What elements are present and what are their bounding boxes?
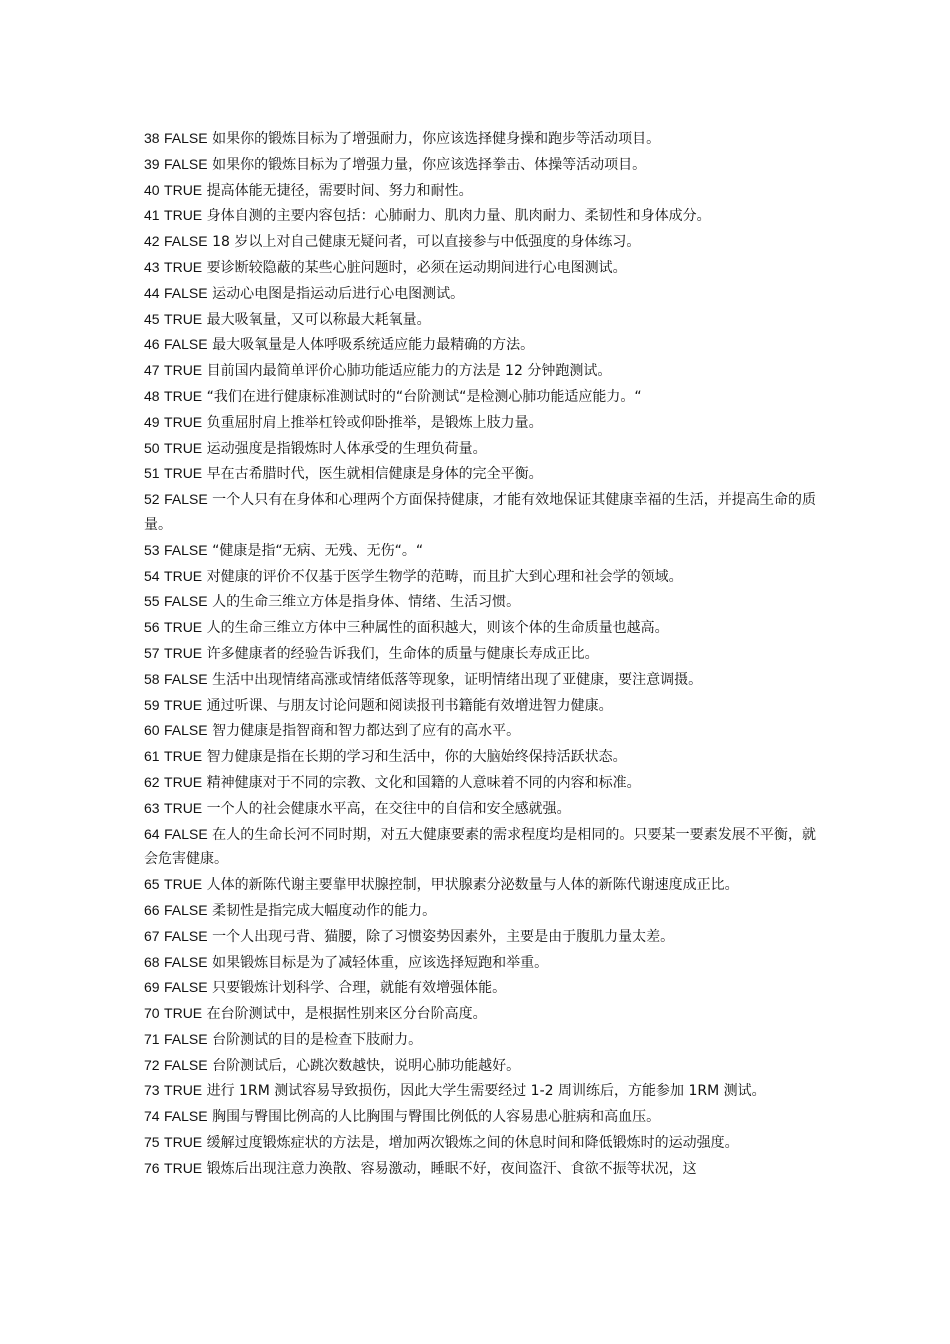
item-number: 49 bbox=[144, 413, 160, 430]
item-number: 69 bbox=[144, 979, 160, 996]
statement-text: 身体自测的主要内容包括：心肺耐力、肌肉力量、肌肉耐力、柔韧性和身体成分。 bbox=[206, 208, 711, 225]
statement-item bbox=[144, 950, 816, 976]
item-number: 67 bbox=[144, 927, 160, 944]
answer-label: FALSE bbox=[164, 155, 208, 172]
statement-item bbox=[144, 178, 816, 204]
item-number: 60 bbox=[144, 722, 160, 739]
statement-item bbox=[144, 384, 816, 410]
statement-text: 如果你的锻炼目标为了增强耐力，你应该选择健身操和跑步等活动项目。 bbox=[212, 131, 661, 147]
item-number: 64 bbox=[144, 825, 160, 842]
statement-text: 台阶测试后，心跳次数越快，说明心肺功能越好。 bbox=[212, 1057, 521, 1074]
statement-item bbox=[144, 770, 816, 796]
item-number: 72 bbox=[144, 1056, 160, 1073]
statement-item bbox=[144, 152, 816, 178]
statement-text: 锻炼后出现注意力涣散、容易激动，睡眠不好，夜间盗汗、食欲不振等状况，这 bbox=[206, 1160, 697, 1177]
answer-label: FALSE bbox=[164, 722, 208, 739]
statement-item bbox=[144, 229, 816, 255]
statement-item bbox=[144, 693, 816, 719]
answer-label: FALSE bbox=[164, 927, 208, 944]
answer-label: TRUE bbox=[164, 413, 203, 430]
statement-item bbox=[144, 332, 816, 358]
answer-label: TRUE bbox=[164, 696, 203, 713]
answer-label: TRUE bbox=[164, 362, 203, 379]
item-number: 59 bbox=[144, 696, 160, 713]
item-number: 70 bbox=[144, 1005, 160, 1022]
document-body bbox=[144, 126, 816, 1182]
statement-text: 生活中出现情绪高涨或情绪低落等现象，证明情绪出现了亚健康，要注意调摄。 bbox=[212, 671, 703, 688]
statement-item bbox=[144, 1156, 816, 1182]
answer-label: TRUE bbox=[164, 387, 203, 404]
statement-text: 早在古希腊时代，医生就相信健康是身体的完全平衡。 bbox=[206, 466, 543, 483]
answer-label: FALSE bbox=[164, 979, 208, 996]
item-number: 47 bbox=[144, 362, 160, 379]
answer-label: TRUE bbox=[164, 465, 203, 482]
answer-label: FALSE bbox=[164, 901, 208, 918]
statement-item bbox=[144, 487, 816, 538]
statement-text: 胸围与臀围比例高的人比胸围与臀围比例低的人容易患心脏病和高血压。 bbox=[212, 1109, 661, 1126]
answer-label: FALSE bbox=[164, 593, 208, 610]
item-number: 76 bbox=[144, 1159, 160, 1176]
item-number: 46 bbox=[144, 336, 160, 353]
item-number: 54 bbox=[144, 567, 160, 584]
statement-item bbox=[144, 1130, 816, 1156]
statement-item bbox=[144, 203, 816, 229]
answer-label: TRUE bbox=[164, 258, 203, 275]
statement-item bbox=[144, 975, 816, 1001]
statement-item bbox=[144, 641, 816, 667]
statement-text: 18 岁以上对自己健康无疑问者，可以直接参与中低强度的身体练习。 bbox=[212, 234, 641, 251]
statement-item bbox=[144, 1027, 816, 1053]
item-number: 57 bbox=[144, 644, 160, 661]
answer-label: FALSE bbox=[164, 130, 208, 146]
item-number: 73 bbox=[144, 1082, 160, 1099]
item-number: 44 bbox=[144, 284, 160, 301]
statement-text: 如果你的锻炼目标为了增强力量，你应该选择拳击、体操等活动项目。 bbox=[212, 156, 647, 173]
statement-text: “我们在进行健康标准测试时的“台阶测试“是检测心肺功能适应能力。“ bbox=[206, 388, 642, 405]
statement-text: 一个人出现弓背、猫腰，除了习惯姿势因素外，主要是由于腹肌力量太差。 bbox=[212, 928, 675, 945]
statement-item bbox=[144, 924, 816, 950]
answer-label: FALSE bbox=[164, 1030, 208, 1047]
answer-label: TRUE bbox=[164, 439, 203, 456]
answer-label: TRUE bbox=[164, 1159, 203, 1176]
item-number: 55 bbox=[144, 593, 160, 610]
statement-item bbox=[144, 564, 816, 590]
statement-text: 人的生命三维立方体是指身体、情绪、生活习惯。 bbox=[212, 594, 521, 611]
statement-text: 目前国内最简单评价心肺功能适应能力的方法是 12 分钟跑测试。 bbox=[206, 363, 612, 380]
answer-label: FALSE bbox=[164, 1108, 208, 1125]
answer-label: TRUE bbox=[164, 207, 203, 224]
statement-item bbox=[144, 281, 816, 307]
statement-text: 只要锻炼计划科学、合理，就能有效增强体能。 bbox=[212, 980, 507, 997]
answer-label: TRUE bbox=[164, 567, 203, 584]
item-number: 62 bbox=[144, 773, 160, 790]
statement-item bbox=[144, 436, 816, 462]
statement-text: 进行 1RM 测试容易导致损伤，因此大学生需要经过 1-2 周训练后，方能参加 1RM 测试。 bbox=[206, 1083, 766, 1100]
statement-item bbox=[144, 255, 816, 281]
item-number: 43 bbox=[144, 258, 160, 275]
statement-item bbox=[144, 744, 816, 770]
answer-label: FALSE bbox=[164, 953, 208, 970]
item-number: 50 bbox=[144, 439, 160, 456]
statement-text: 人体的新陈代谢主要靠甲状腺控制，甲状腺素分泌数量与人体的新陈代谢速度成正比。 bbox=[206, 877, 739, 894]
item-number: 58 bbox=[144, 670, 160, 687]
statement-item bbox=[144, 589, 816, 615]
statement-text: 最大吸氧量是人体呼吸系统适应能力最精确的方法。 bbox=[212, 337, 535, 354]
statement-item bbox=[144, 615, 816, 641]
statement-text: 精神健康对于不同的宗教、文化和国籍的人意味着不同的内容和标准。 bbox=[206, 774, 641, 791]
statement-text: 缓解过度锻炼症状的方法是，增加两次锻炼之间的休息时间和降低锻炼时的运动强度。 bbox=[206, 1135, 739, 1152]
item-number: 52 bbox=[144, 491, 160, 508]
statement-text: 在台阶测试中，是根据性别来区分台阶高度。 bbox=[206, 1006, 487, 1023]
answer-label: TRUE bbox=[164, 1082, 203, 1099]
answer-label: FALSE bbox=[164, 670, 208, 687]
statement-text: 人的生命三维立方体中三种属性的面积越大，则该个体的生命质量也越高。 bbox=[206, 620, 669, 637]
statement-text: 通过听课、与朋友讨论问题和阅读报刊书籍能有效增进智力健康。 bbox=[206, 697, 613, 714]
item-number: 39 bbox=[144, 155, 160, 172]
statement-text: 一个人的社会健康水平高，在交往中的自信和安全感就强。 bbox=[206, 800, 571, 817]
answer-label: FALSE bbox=[164, 491, 208, 508]
item-number: 56 bbox=[144, 619, 160, 636]
statement-item bbox=[144, 126, 816, 152]
statement-text: 如果锻炼目标是为了减轻体重，应该选择短跑和举重。 bbox=[212, 954, 549, 971]
statement-item bbox=[144, 538, 816, 564]
statement-item bbox=[144, 1053, 816, 1079]
item-number: 75 bbox=[144, 1134, 160, 1151]
answer-label: FALSE bbox=[164, 336, 208, 353]
statement-text: 对健康的评价不仅基于医学生物学的范畴，而且扩大到心理和社会学的领域。 bbox=[206, 568, 683, 585]
statement-item bbox=[144, 410, 816, 436]
statement-item bbox=[144, 1078, 816, 1104]
statement-item bbox=[144, 667, 816, 693]
answer-label: TRUE bbox=[164, 876, 203, 893]
statement-item bbox=[144, 461, 816, 487]
item-number: 51 bbox=[144, 465, 160, 482]
answer-label: TRUE bbox=[164, 1134, 203, 1151]
answer-label: TRUE bbox=[164, 644, 203, 661]
answer-label: FALSE bbox=[164, 284, 208, 301]
item-number: 41 bbox=[144, 207, 160, 224]
statement-item bbox=[144, 1104, 816, 1130]
statement-item bbox=[144, 358, 816, 384]
statement-item bbox=[144, 718, 816, 744]
answer-label: TRUE bbox=[164, 773, 203, 790]
item-number: 40 bbox=[144, 181, 160, 198]
item-number: 53 bbox=[144, 541, 160, 558]
answer-label: FALSE bbox=[164, 233, 208, 250]
statement-text: 运动强度是指锻炼时人体承受的生理负荷量。 bbox=[206, 440, 487, 457]
statement-item bbox=[144, 872, 816, 898]
statement-text: 许多健康者的经验告诉我们，生命体的质量与健康长寿成正比。 bbox=[206, 645, 599, 662]
answer-label: TRUE bbox=[164, 181, 203, 198]
item-number: 74 bbox=[144, 1108, 160, 1125]
statement-text: 台阶测试的目的是检查下肢耐力。 bbox=[212, 1031, 423, 1048]
answer-label: TRUE bbox=[164, 1005, 203, 1022]
statement-text: 提高体能无捷径，需要时间、努力和耐性。 bbox=[206, 182, 473, 199]
answer-label: FALSE bbox=[164, 1056, 208, 1073]
statement-text: 负重屈肘肩上推举杠铃或仰卧推举，是锻炼上肢力量。 bbox=[206, 414, 543, 431]
item-number: 45 bbox=[144, 310, 160, 327]
answer-label: TRUE bbox=[164, 310, 203, 327]
statement-text: 运动心电图是指运动后进行心电图测试。 bbox=[212, 285, 465, 302]
statement-text: 一个人只有在身体和心理两个方面保持健康，才能有效地保证其健康幸福的生活，并提高生命的质量。 bbox=[144, 492, 817, 533]
statement-item bbox=[144, 796, 816, 822]
answer-label: FALSE bbox=[164, 541, 208, 558]
answer-label: TRUE bbox=[164, 748, 203, 765]
statement-text: 智力健康是指智商和智力都达到了应有的高水平。 bbox=[212, 723, 521, 740]
statement-text: “健康是指“无病、无残、无伤“。“ bbox=[212, 542, 424, 559]
statement-item bbox=[144, 822, 816, 873]
statement-text: 要诊断较隐蔽的某些心脏问题时，必须在运动期间进行心电图测试。 bbox=[206, 259, 627, 276]
item-number: 61 bbox=[144, 748, 160, 765]
statement-item bbox=[144, 307, 816, 333]
statement-text: 智力健康是指在长期的学习和生活中，你的大脑始终保持活跃状态。 bbox=[206, 749, 627, 766]
item-number: 65 bbox=[144, 876, 160, 893]
statement-text: 在人的生命长河不同时期，对五大健康要素的需求程度均是相同的。只要某一要素发展不平衡，就会危害健康。 bbox=[144, 826, 817, 868]
item-number: 68 bbox=[144, 953, 160, 970]
answer-label: TRUE bbox=[164, 799, 203, 816]
statement-text: 最大吸氧量，又可以称最大耗氧量。 bbox=[206, 311, 431, 328]
item-number: 66 bbox=[144, 901, 160, 918]
answer-label: FALSE bbox=[164, 825, 208, 842]
statement-item bbox=[144, 898, 816, 924]
statement-item bbox=[144, 1001, 816, 1027]
item-number: 42 bbox=[144, 233, 160, 250]
item-number: 63 bbox=[144, 799, 160, 816]
item-number: 71 bbox=[144, 1030, 160, 1047]
statement-text: 柔韧性是指完成大幅度动作的能力。 bbox=[212, 902, 437, 919]
item-number: 38 bbox=[144, 130, 160, 146]
item-number: 48 bbox=[144, 387, 160, 404]
answer-label: TRUE bbox=[164, 619, 203, 636]
